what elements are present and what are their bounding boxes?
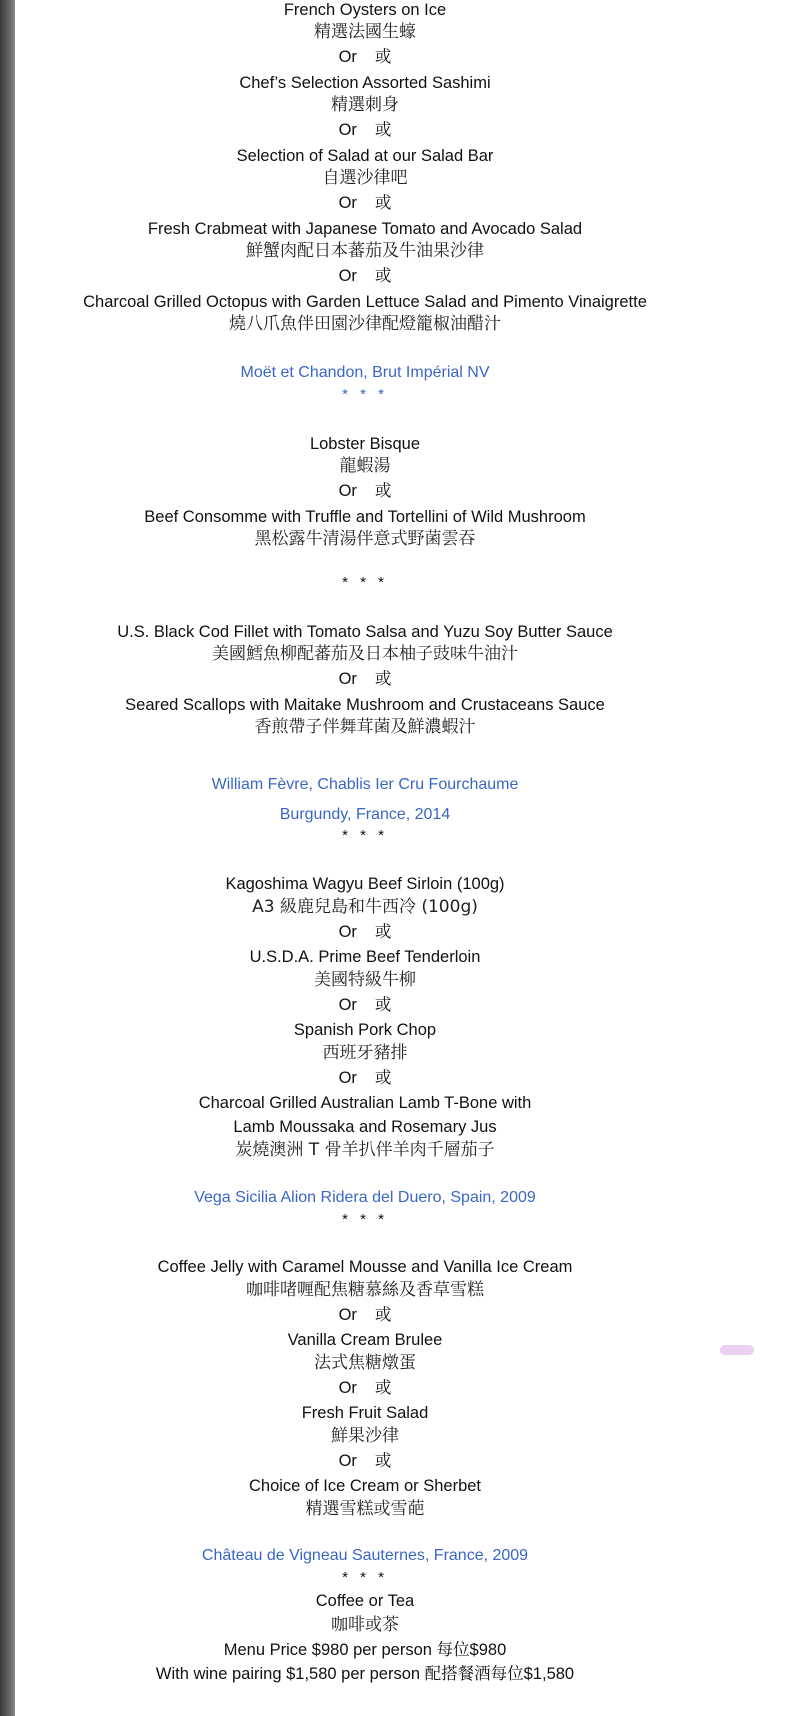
dessert-item-3-en: Fresh Fruit Salad <box>301 1404 429 1422</box>
main-item-3-en: Spanish Pork Chop <box>293 1021 437 1039</box>
starter-item-3-en: Selection of Salad at our Salad Bar <box>236 147 494 165</box>
viewer-left-edge <box>0 0 15 1716</box>
or-separator: Or 或 <box>338 1068 392 1087</box>
or-separator: Or 或 <box>338 922 392 941</box>
dessert-wine-pairing: Château de Vigneau Sauternes, France, 2009 <box>201 1547 529 1564</box>
or-separator: Or 或 <box>338 481 392 500</box>
or-separator: Or 或 <box>338 193 392 212</box>
starter-item-5-en: Charcoal Grilled Octopus with Garden Lettuce Salad and Pimento Vinaigrette <box>83 293 647 311</box>
main-item-1-en: Kagoshima Wagyu Beef Sirloin (100g) <box>225 875 505 893</box>
starter-wine-pairing: Moët et Chandon, Brut Impérial NV <box>240 364 490 381</box>
fish-item-1-en: U.S. Black Cod Fillet with Tomato Salsa and Yuzu Soy Butter Sauce <box>117 623 613 641</box>
main-item-4-en-line1: Charcoal Grilled Australian Lamb T-Bone with <box>198 1094 532 1112</box>
dessert-item-3-zh: 鮮果沙律 <box>331 1426 399 1446</box>
starter-item-2-en: Chef’s Selection Assorted Sashimi <box>239 74 491 92</box>
or-separator: Or 或 <box>338 995 392 1014</box>
fish-item-2-en: Seared Scallops with Maitake Mushroom and Crustaceans Sauce <box>125 696 605 714</box>
section-divider: * * * <box>342 386 388 403</box>
section-divider: * * * <box>342 1211 388 1228</box>
dessert-item-2-en: Vanilla Cream Brulee <box>287 1331 443 1349</box>
main-item-3-zh: 西班牙豬排 <box>322 1043 408 1063</box>
dessert-item-1-zh: 咖啡啫喱配焦糖慕絲及香草雪糕 <box>246 1280 484 1300</box>
fish-wine-pairing-name: William Fèvre, Chablis Ier Cru Fourchaume <box>211 776 519 793</box>
section-divider: * * * <box>342 1569 388 1586</box>
starter-item-2-zh: 精選刺身 <box>331 95 399 115</box>
or-separator: Or 或 <box>338 669 392 688</box>
soup-item-1-zh: 龍蝦湯 <box>339 456 391 476</box>
main-item-4-en-line2: Lamb Moussaka and Rosemary Jus <box>233 1118 497 1136</box>
starter-item-4-zh: 鮮蟹肉配日本蕃茄及牛油果沙律 <box>246 241 484 261</box>
drink-zh: 咖啡或茶 <box>331 1615 399 1635</box>
wine-pairing-price: With wine pairing $1,580 per person 配搭餐酒每位$1,580 <box>155 1665 575 1683</box>
or-separator: Or 或 <box>338 1305 392 1324</box>
dessert-item-4-zh: 精選雪糕或雪葩 <box>305 1499 425 1519</box>
starter-item-1-en: French Oysters on Ice <box>283 1 447 19</box>
or-separator: Or 或 <box>338 1378 392 1397</box>
fish-item-2-zh: 香煎帶子伴舞茸菌及鮮濃蝦汁 <box>254 717 476 737</box>
starter-item-1-zh: 精選法國生蠔 <box>314 22 416 42</box>
main-item-1-zh: A3 級鹿兒島和牛西冷 (100g) <box>252 897 478 917</box>
soup-item-1-en: Lobster Bisque <box>309 435 421 453</box>
menu-page <box>15 0 792 1716</box>
highlight-mark <box>720 1345 754 1355</box>
or-separator: Or 或 <box>338 120 392 139</box>
dessert-item-1-en: Coffee Jelly with Caramel Mousse and Vanilla Ice Cream <box>157 1258 573 1276</box>
drink-en: Coffee or Tea <box>315 1592 415 1610</box>
starter-item-5-zh: 燒八爪魚伴田園沙律配燈籠椒油醋汁 <box>229 314 501 334</box>
soup-item-2-en: Beef Consomme with Truffle and Tortellini of Wild Mushroom <box>144 508 586 526</box>
starter-item-3-zh: 自選沙律吧 <box>322 168 408 188</box>
main-wine-pairing: Vega Sicilia Alion Ridera del Duero, Spain, 2009 <box>194 1189 536 1206</box>
dessert-item-4-en: Choice of Ice Cream or Sherbet <box>248 1477 482 1495</box>
section-divider: * * * <box>342 827 388 844</box>
dessert-item-2-zh: 法式焦糖燉蛋 <box>314 1353 416 1373</box>
or-separator: Or 或 <box>338 47 392 66</box>
main-item-2-en: U.S.D.A. Prime Beef Tenderloin <box>249 948 481 966</box>
soup-item-2-zh: 黑松露牛清湯伴意式野菌雲吞 <box>254 529 476 549</box>
menu-price: Menu Price $980 per person 每位$980 <box>223 1641 507 1659</box>
or-separator: Or 或 <box>338 266 392 285</box>
starter-item-4-en: Fresh Crabmeat with Japanese Tomato and Avocado Salad <box>147 220 583 238</box>
main-item-4-zh: 炭燒澳洲 T 骨羊扒伴羊肉千層茄子 <box>235 1140 495 1160</box>
fish-item-1-zh: 美國鱈魚柳配蕃茄及日本柚子豉味牛油汁 <box>212 644 518 664</box>
fish-wine-pairing-origin: Burgundy, France, 2014 <box>279 806 451 823</box>
main-item-2-zh: 美國特級牛柳 <box>314 970 416 990</box>
or-separator: Or 或 <box>338 1451 392 1470</box>
section-divider: * * * <box>342 574 388 591</box>
